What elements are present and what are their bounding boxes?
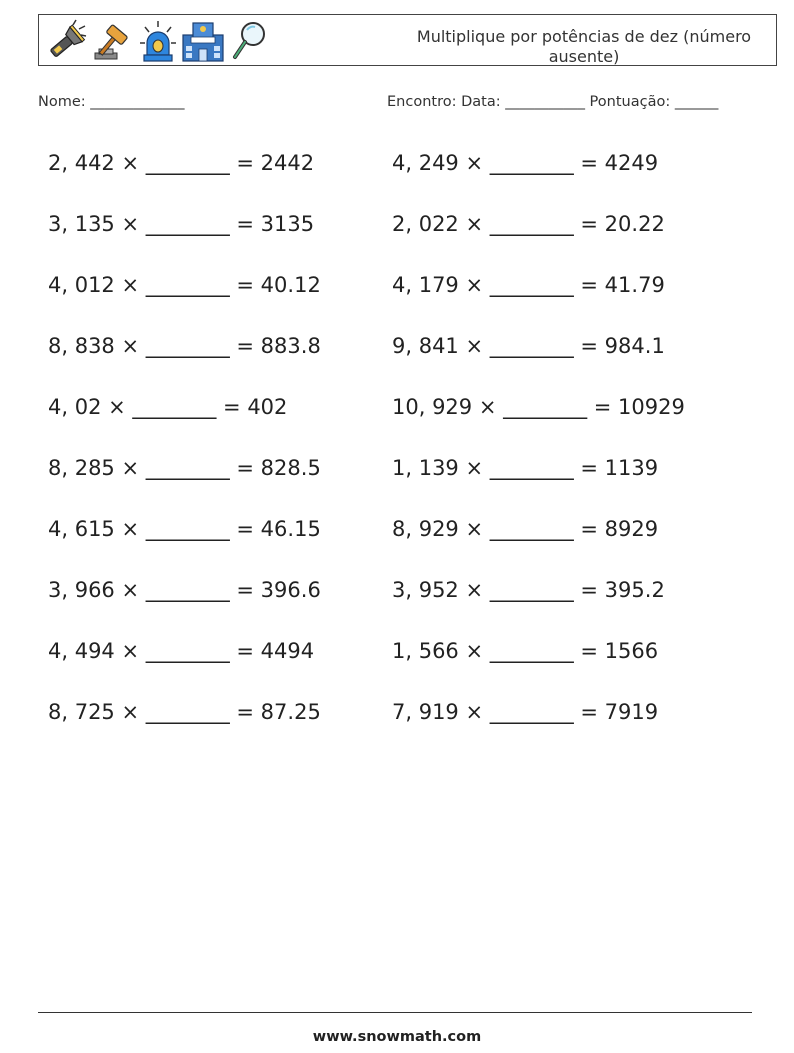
footer-divider (38, 1012, 752, 1013)
problem-left-8: 3, 966 × ________ = 396.6 (48, 578, 321, 602)
police-station-icon (181, 19, 225, 63)
magnifier-icon (229, 19, 269, 63)
worksheet-header (38, 14, 777, 66)
problem-right-5: 10, 929 × ________ = 10929 (392, 395, 685, 419)
problem-left-6: 8, 285 × ________ = 828.5 (48, 456, 321, 480)
problem-right-3: 4, 179 × ________ = 41.79 (392, 273, 665, 297)
problem-left-5: 4, 02 × ________ = 402 (48, 395, 288, 419)
problem-right-8: 3, 952 × ________ = 395.2 (392, 578, 665, 602)
problem-right-4: 9, 841 × ________ = 984.1 (392, 334, 665, 358)
problem-left-7: 4, 615 × ________ = 46.15 (48, 517, 321, 541)
problem-left-1: 2, 442 × ________ = 2442 (48, 151, 315, 175)
problem-left-2: 3, 135 × ________ = 3135 (48, 212, 315, 236)
gavel-icon (91, 19, 135, 63)
problem-right-7: 8, 929 × ________ = 8929 (392, 517, 659, 541)
problem-left-3: 4, 012 × ________ = 40.12 (48, 273, 321, 297)
worksheet-title: Multiplique por potências de dez (número ausente) (416, 27, 752, 66)
header-icons (43, 19, 269, 63)
problem-right-2: 2, 022 × ________ = 20.22 (392, 212, 665, 236)
problem-right-10: 7, 919 × ________ = 7919 (392, 700, 659, 724)
problem-right-9: 1, 566 × ________ = 1566 (392, 639, 659, 663)
date-score-field: Encontro: Data: ___________ Pontuação: ______ (387, 94, 719, 110)
footer-site-link[interactable]: www.snowmath.com (312, 1029, 482, 1045)
problem-left-9: 4, 494 × ________ = 4494 (48, 639, 315, 663)
problem-right-1: 4, 249 × ________ = 4249 (392, 151, 659, 175)
flashlight-icon (43, 19, 87, 63)
siren-icon (139, 19, 177, 63)
problem-left-4: 8, 838 × ________ = 883.8 (48, 334, 321, 358)
problem-right-6: 1, 139 × ________ = 1139 (392, 456, 659, 480)
name-field: Nome: _____________ (38, 94, 185, 110)
problem-left-10: 8, 725 × ________ = 87.25 (48, 700, 321, 724)
